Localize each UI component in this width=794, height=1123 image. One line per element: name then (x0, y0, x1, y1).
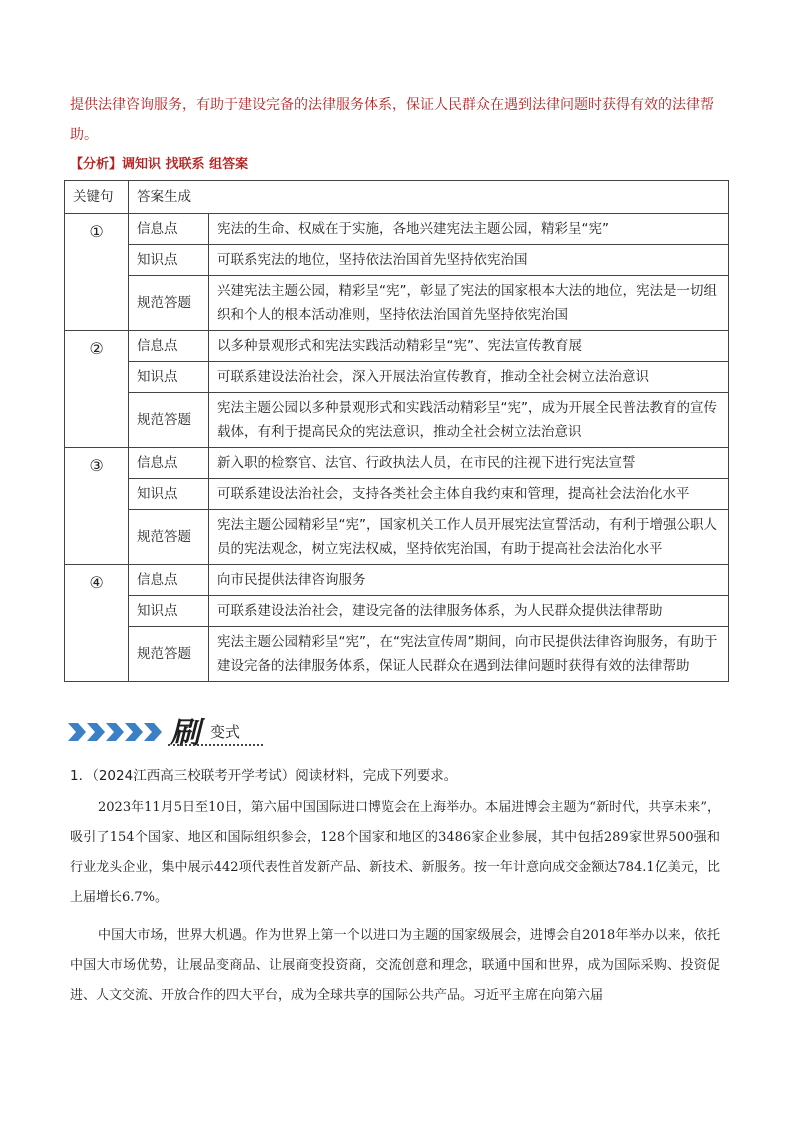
row-label: 规范答题 (129, 393, 209, 448)
analysis-bracket: 【分析】 (70, 157, 123, 172)
row-label: 规范答题 (129, 510, 209, 565)
table-row (65, 214, 729, 245)
row-label: 规范答题 (129, 276, 209, 331)
row-content: 新入职的检察官、法官、行政执法人员，在市民的注视下进行宪法宣誓 (209, 448, 729, 479)
table-row (65, 276, 729, 331)
row-label: 知识点 (129, 362, 209, 393)
row-content: 可联系建设法治社会，支持各类社会主体自我约束和管理，提高社会法治化水平 (209, 479, 729, 510)
row-label: 规范答题 (129, 627, 209, 682)
material-paragraph-2: 中国大市场，世界大机遇。作为世界上第一个以进口为主题的国家级展会，进博会自2018年举办以来，依托中国大市场优势，让展品变商品、让展商变投资商，交流创意和理念，联通中国和世界，成为国际采购、投资促进、人文交流、开放合作的四大平台，成为全球共享的国际公共产品。习近平主席在向第六届 (70, 928, 720, 1003)
header-key: 关键句 (65, 181, 129, 214)
answer-table (64, 180, 729, 682)
intro-text: 提供法律咨询服务，有助于建设完备的法律服务体系，保证人民群众在遇到法律问题时获得有效的法律帮助。 (70, 97, 714, 143)
table-row (65, 627, 729, 682)
row-label: 知识点 (129, 245, 209, 276)
table-row (65, 479, 729, 510)
row-content: 可联系宪法的地位，坚持依法治国首先坚持依宪治国 (209, 245, 729, 276)
row-label: 信息点 (129, 214, 209, 245)
chevron-icon (87, 723, 105, 741)
row-content: 宪法主题公园精彩呈“宪”，在“宪法宣传周”期间，向市民提供法律咨询服务，有助于建设完备的法律服务体系，保证人民群众在遇到法律问题时获得有效的法律帮助 (209, 627, 729, 682)
table-row (65, 393, 729, 448)
table-row (65, 362, 729, 393)
table-row (65, 510, 729, 565)
row-content: 可联系建设法治社会，深入开展法治宣传教育，推动全社会树立法治意识 (209, 362, 729, 393)
header-answer: 答案生成 (129, 181, 729, 214)
analysis-heading (70, 153, 248, 172)
chevron-arrows-icon (66, 708, 176, 748)
row-label: 信息点 (129, 565, 209, 596)
row-content: 宪法主题公园精彩呈“宪”，国家机关工作人员开展宪法宣誓活动，有利于增强公职人员的宪法观念，树立宪法权威，坚持依宪治国，有助于提高社会法治化水平 (209, 510, 729, 565)
analysis-steps: 调知识 找联系 组答案 (122, 157, 249, 172)
table-row (65, 448, 729, 479)
chevron-icon (106, 723, 124, 741)
chevron-icon (144, 723, 162, 741)
row-content: 宪法主题公园以多种景观形式和实践活动精彩呈“宪”，成为开展全民普法教育的宣传载体，有利于提高民众的宪法意识，推动全社会树立法治意识 (209, 393, 729, 448)
variant-banner (66, 708, 266, 751)
row-content: 兴建宪法主题公园，精彩呈“宪”，彰显了宪法的国家根本大法的地位，宪法是一切组织和个人的根本活动准则，坚持依法治国首先坚持依宪治国 (209, 276, 729, 331)
row-content: 以多种景观形式和宪法实践活动精彩呈“宪”、宪法宣传教育展 (209, 331, 729, 362)
row-content: 向市民提供法律咨询服务 (209, 565, 729, 596)
row-content: 宪法的生命、权威在于实施，各地兴建宪法主题公园，精彩呈“宪” (209, 214, 729, 245)
key-sentence-number: ① (65, 214, 129, 331)
chevron-icon (125, 723, 143, 741)
question-stem: 1．（2024江西高三校联考开学考试）阅读材料，完成下列要求。 (70, 768, 458, 784)
key-sentence-number: ③ (65, 448, 129, 565)
banner-title: 变式 (210, 723, 241, 741)
chevron-icon (68, 723, 86, 741)
banner-big-char: 刷 (170, 716, 200, 751)
row-content: 可联系建设法治社会，建设完备的法律服务体系，为人民群众提供法律帮助 (209, 596, 729, 627)
row-label: 信息点 (129, 331, 209, 362)
row-label: 知识点 (129, 479, 209, 510)
row-label: 信息点 (129, 448, 209, 479)
table-row (65, 331, 729, 362)
banner-underline (168, 744, 263, 746)
table-header-row (65, 181, 729, 214)
key-sentence-number: ② (65, 331, 129, 448)
table-row (65, 596, 729, 627)
table-row (65, 245, 729, 276)
table-row (65, 565, 729, 596)
key-sentence-number: ④ (65, 565, 129, 682)
row-label: 知识点 (129, 596, 209, 627)
material-paragraph-1: 2023年11月5日至10日，第六届中国国际进口博览会在上海举办。本届进博会主题为“新时代，共享未来”，吸引了154个国家、地区和国际组织参会，128个国家和地区的3486家企业参展，其中包括289家世界500强和行业龙头企业，集中展示442项代表性首发新产品、新技术、新服务。按一年计意向成交金额达784.1亿美元，比上届增长6.7%。 (70, 800, 720, 905)
